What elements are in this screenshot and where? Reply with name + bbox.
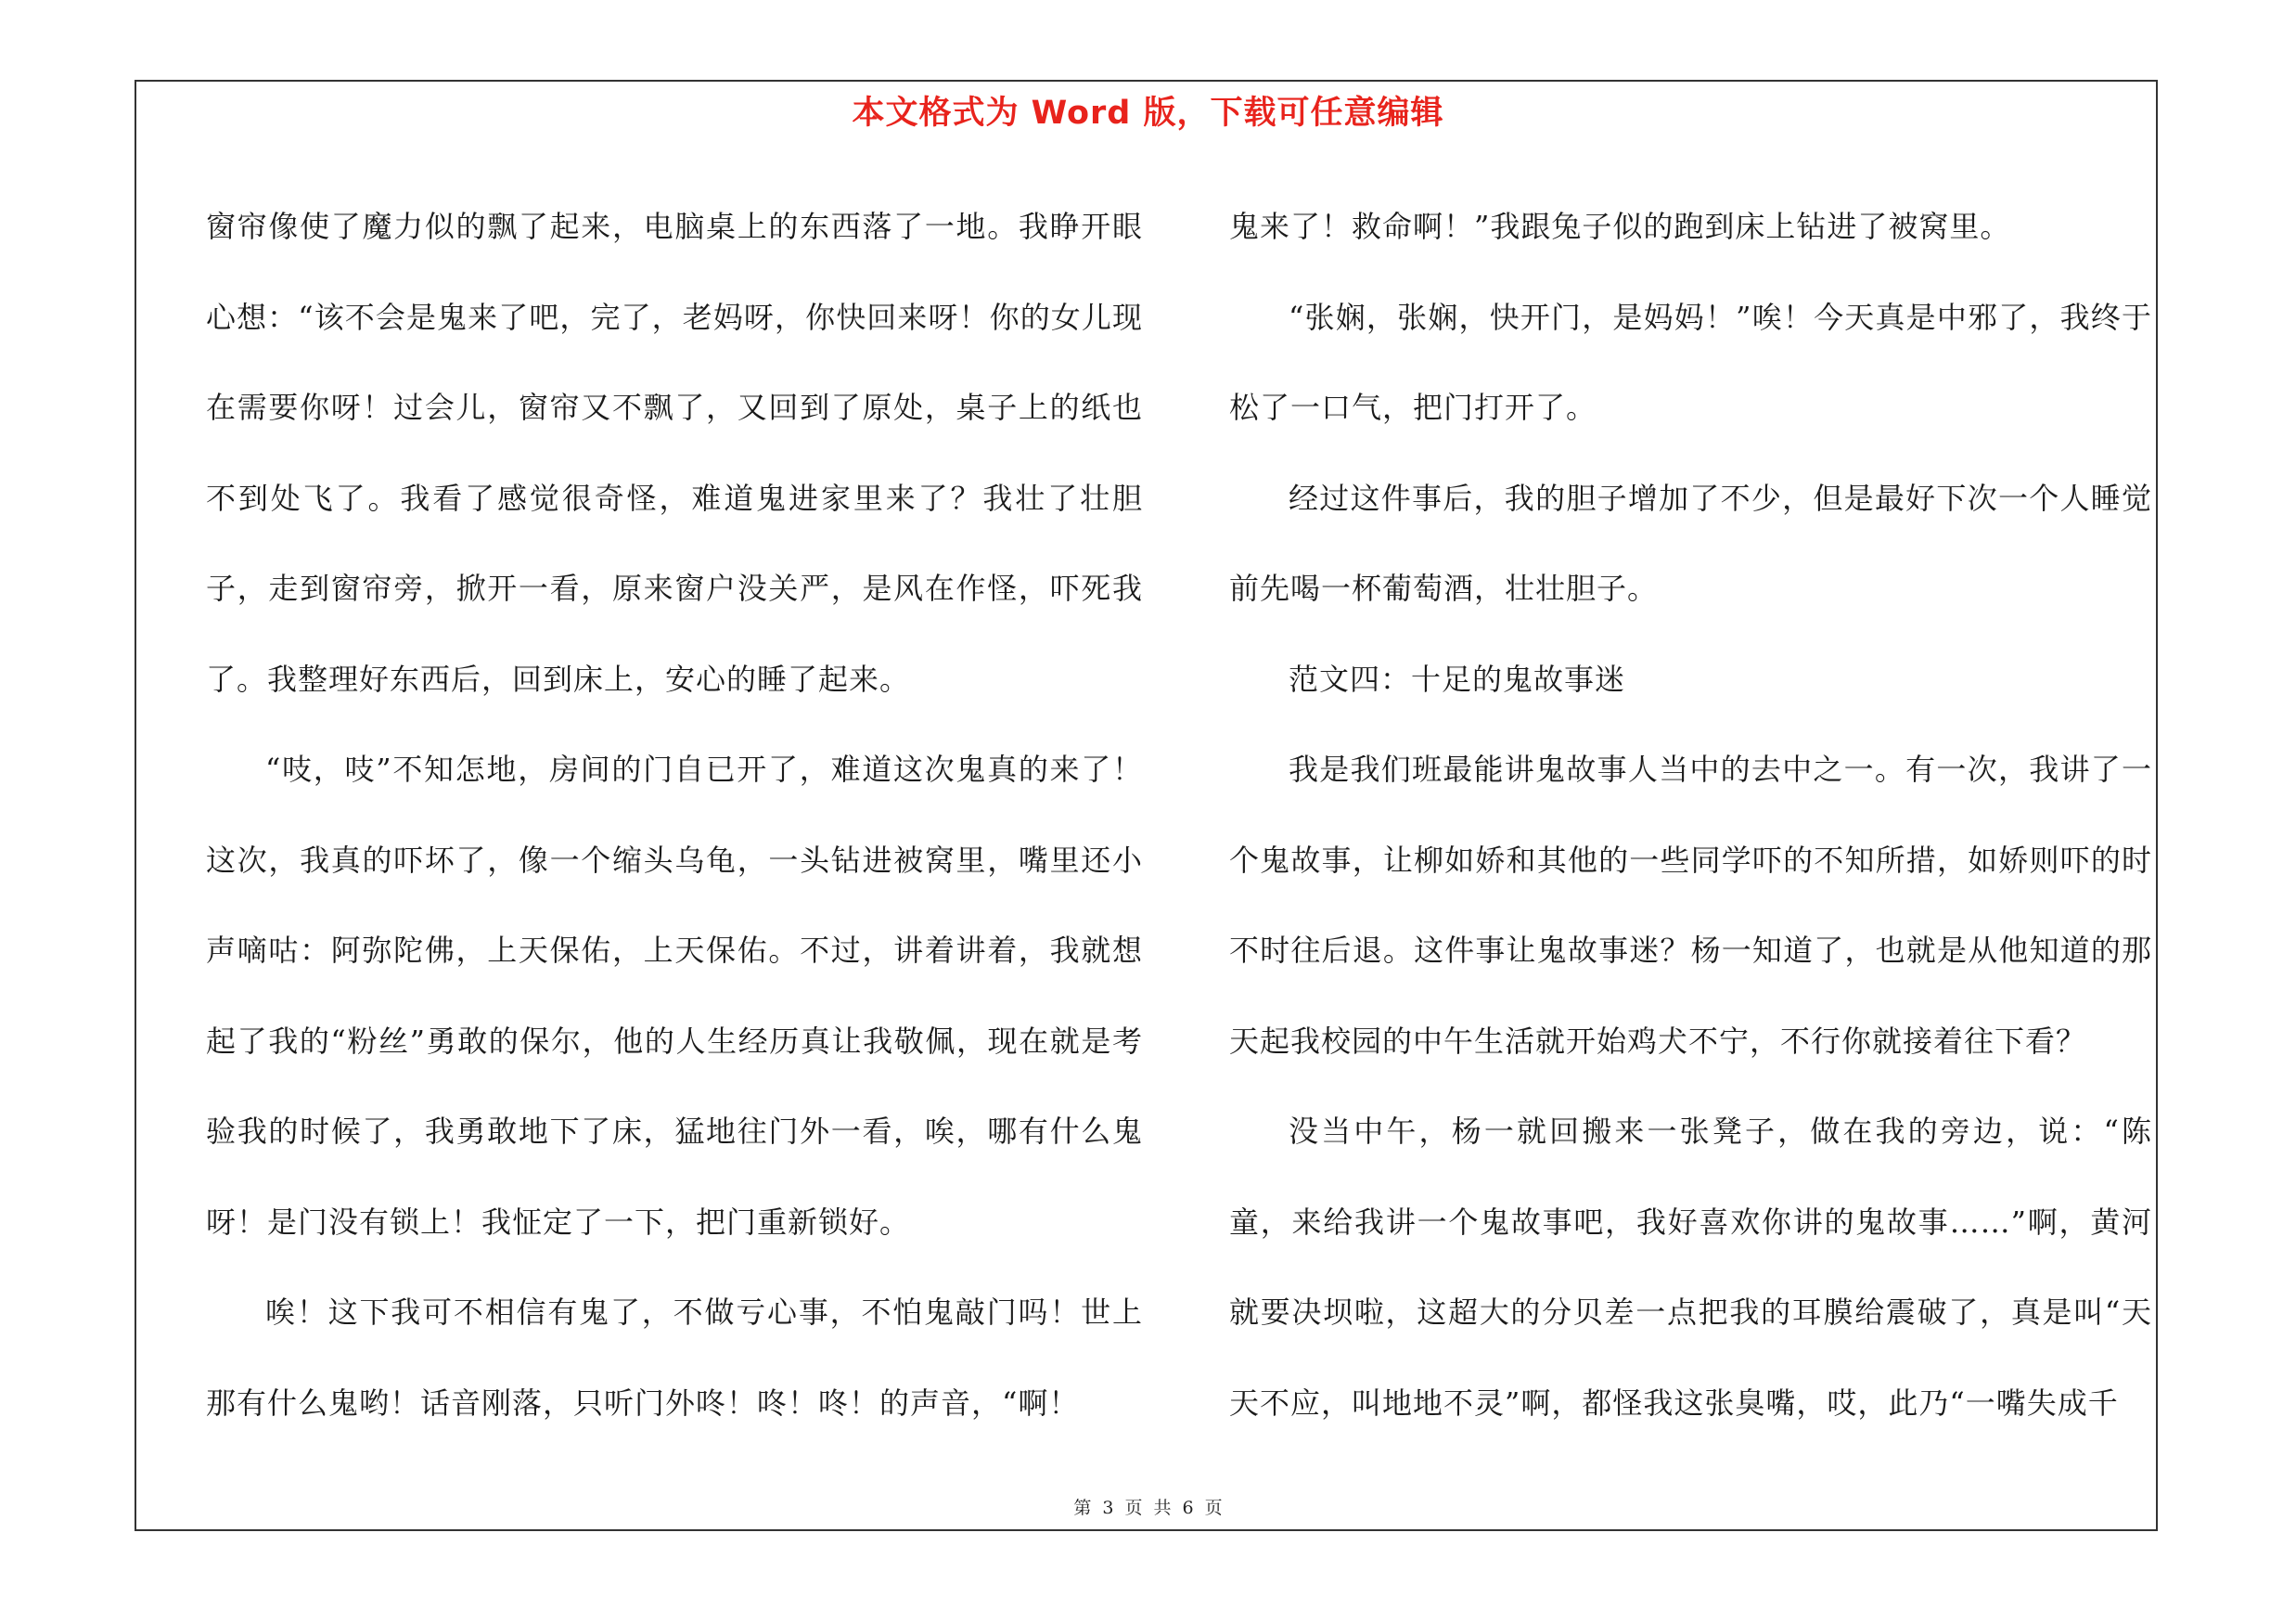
page-number-footer xyxy=(0,1494,2296,1519)
left-text-column xyxy=(206,182,1143,1449)
right-text-column xyxy=(1229,182,2152,1449)
footer-suffix: 页 xyxy=(1204,1498,1223,1518)
total-page-count: 6 xyxy=(1182,1498,1194,1518)
paragraph: 没当中午，杨一就回搬来一张凳子，做在我的旁边，说：“陈童，来给我讲一个鬼故事吧，我好喜欢你讲的鬼故事……”啊，黄河就要决坝啦，这超大的分贝差一点把我的耳膜给震破了，真是叫“天天不应，叫地地不灵”啊，都怪我这张臭嘴，哎，此乃“一嘴失成千 xyxy=(1229,1114,2152,1421)
paragraph: 经过这件事后，我的胆子增加了不少，但是最好下次一个人睡觉前先喝一杯葡萄酒，壮壮胆子。 xyxy=(1229,480,2152,606)
paragraph: 鬼来了！救命啊！”我跟兔子似的跑到床上钻进了被窝里。 xyxy=(1229,209,2011,244)
footer-page-word: 页 xyxy=(1124,1498,1143,1518)
paragraph: 唉！这下我可不相信有鬼了，不做亏心事，不怕鬼敲门吗！世上那有什么鬼哟！话音刚落，只听门外咚！咚！咚！的声音，“啊！ xyxy=(206,1295,1143,1421)
section-heading: 范文四：十足的鬼故事迷 xyxy=(1289,661,1626,697)
format-notice-banner: 本文格式为 Word 版，下载可任意编辑 xyxy=(852,95,1444,132)
footer-total-word: 共 xyxy=(1153,1498,1172,1518)
footer-prefix: 第 xyxy=(1073,1498,1092,1518)
paragraph: 我是我们班最能讲鬼故事人当中的去中之一。有一次，我讲了一个鬼故事，让柳如娇和其他的一些同学吓的不知所措，如娇则吓的时不时往后退。这件事让鬼故事迷？杨一知道了，也就是从他知道的那天起我校园的中午生活就开始鸡犬不宁，不行你就接着往下看？ xyxy=(1229,752,2152,1059)
paragraph: “吱，吱”不知怎地，房间的门自已开了，难道这次鬼真的来了！这次，我真的吓坏了，像一个缩头乌龟，一头钻进被窝里，嘴里还小声嘀咕：阿弥陀佛，上天保佑，上天保佑。不过，讲着讲着，我就想起了我的“粉丝”勇敢的保尔，他的人生经历真让我敬佩，现在就是考验我的时候了，我勇敢地下了床，猛地往门外一看，唉，哪有什么鬼呀！是门没有锁上！我怔定了一下，把门重新锁好。 xyxy=(206,752,1143,1240)
paragraph: “张娴，张娴，快开门，是妈妈！”唉！今天真是中邪了，我终于松了一口气，把门打开了。 xyxy=(1229,299,2152,425)
current-page-number: 3 xyxy=(1102,1498,1114,1518)
paragraph: 窗帘像使了魔力似的飘了起来，电脑桌上的东西落了一地。我睁开眼心想：“该不会是鬼来了吧，完了，老妈呀，你快回来呀！你的女儿现在需要你呀！过会儿，窗帘又不飘了，又回到了原处，桌子上的纸也不到处飞了。我看了感觉很奇怪，难道鬼进家里来了？我壮了壮胆子，走到窗帘旁，掀开一看，原来窗户没关严，是风在作怪，吓死我了。我整理好东西后，回到床上，安心的睡了起来。 xyxy=(206,209,1143,697)
